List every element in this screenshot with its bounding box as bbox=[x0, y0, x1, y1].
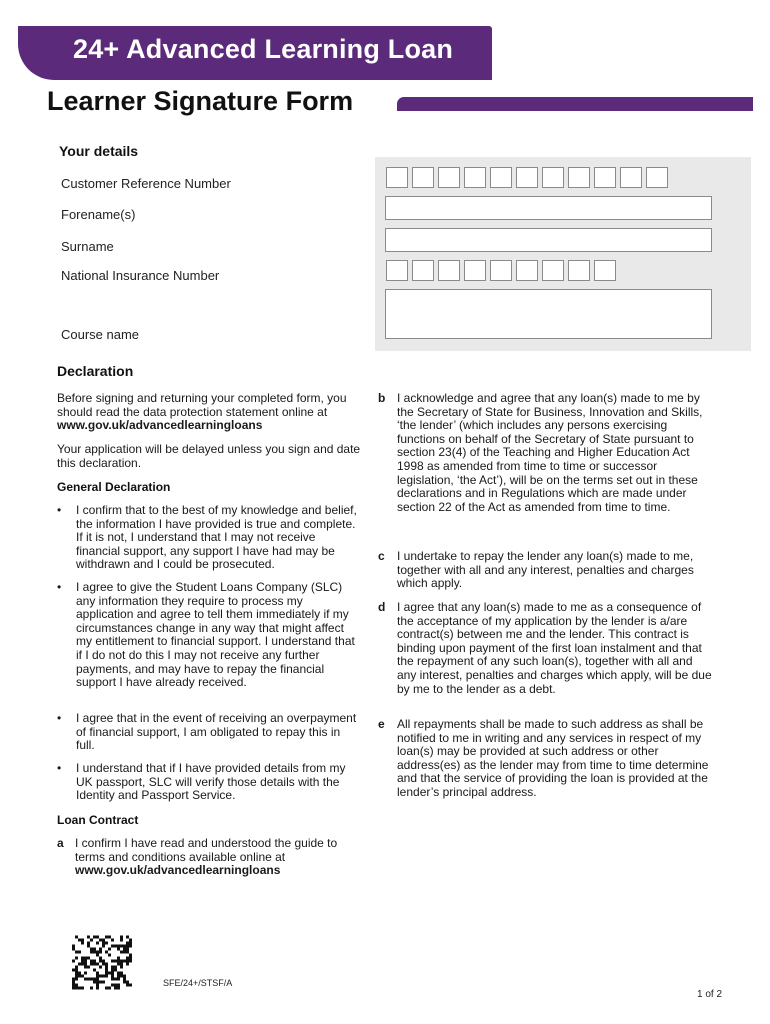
general-bullet-2-text: I agree to give the Student Loans Company (SLC) any information they require to process my application and agree to tell them immediately if my circumstances change in any way that might affect my entitlement to financial support. I understand that if I do not do this I may not receive any further payments, and may have to repay the financial support I have already received. bbox=[76, 580, 355, 690]
general-bullet-1 bbox=[57, 504, 362, 572]
course-name-field[interactable] bbox=[385, 289, 712, 339]
general-bullet-4 bbox=[57, 762, 362, 803]
contract-item-b-text: I acknowledge and agree that any loan(s) made to me by the Secretary of State for Business, Innovation and Skills, ‘the lender’ (which includes any persons exercising functions on behalf of the Secretary of State pursuant to section 23(4) of the Teaching and Higher Education Act 1998 as amended from time to time or successor legislation, ‘the Act’), will be on the terms set out in these declarations and in Regulations which are made under section 22 of the Act as amended from time to time. bbox=[397, 391, 703, 514]
contract-item-a-body: I confirm I have read and understood the guide to terms and conditions available online at bbox=[75, 836, 338, 864]
customer-reference-box[interactable] bbox=[568, 167, 590, 188]
contract-item-a bbox=[57, 837, 362, 878]
ni-number-box[interactable] bbox=[542, 260, 564, 281]
customer-reference-box[interactable] bbox=[464, 167, 486, 188]
title-rule bbox=[397, 97, 753, 111]
item-letter: d bbox=[378, 600, 386, 614]
ni-number-box[interactable] bbox=[568, 260, 590, 281]
declaration-delay-note: Your application will be delayed unless you sign and date this declaration. bbox=[57, 442, 361, 470]
forenames-field[interactable] bbox=[385, 196, 712, 220]
ni-number-box[interactable] bbox=[386, 260, 408, 281]
course-name-label: Course name bbox=[61, 327, 140, 342]
ni-number-field[interactable] bbox=[386, 260, 616, 281]
contract-item-e bbox=[378, 718, 713, 800]
general-bullet-3-text: I agree that in the event of receiving an overpayment of financial support, I am obligated to repay this in full. bbox=[76, 711, 357, 753]
intro-link[interactable]: www.gov.uk/advancedlearningloans bbox=[57, 418, 263, 433]
customer-reference-box[interactable] bbox=[594, 167, 616, 188]
item-letter: c bbox=[378, 549, 385, 563]
declaration-heading: Declaration bbox=[57, 363, 134, 379]
ni-number-box[interactable] bbox=[464, 260, 486, 281]
ni-number-box[interactable] bbox=[438, 260, 460, 281]
general-bullet-1-text: I confirm that to the best of my knowledge and belief, the information I have provided is true and complete. If it is not, I understand that I may not receive financial support, any support I have had may be withdrawn and I could be prosecuted. bbox=[76, 503, 357, 572]
ni-number-box[interactable] bbox=[490, 260, 512, 281]
page-number: 1 of 2 bbox=[697, 989, 723, 1000]
item-letter: a bbox=[57, 836, 64, 850]
customer-reference-box[interactable] bbox=[438, 167, 460, 188]
contract-item-e-text: All repayments shall be made to such address as shall be notified to me in writing and any services in respect of my loan(s) may be provided at such address or other address(es) as the lender may from time to time determine and that the service of providing the loan is provided at the lender’s principal address. bbox=[397, 717, 709, 799]
ni-number-box[interactable] bbox=[516, 260, 538, 281]
barcode-icon bbox=[72, 935, 132, 990]
general-bullet-4-text: I understand that if I have provided details from my UK passport, SLC will verify those details with the Identity and Passport Service. bbox=[76, 761, 346, 803]
bullet-marker: • bbox=[57, 711, 62, 725]
your-details-heading: Your details bbox=[59, 143, 139, 159]
customer-reference-box[interactable] bbox=[646, 167, 668, 188]
customer-reference-field[interactable] bbox=[386, 167, 668, 188]
item-letter: e bbox=[378, 717, 385, 731]
customer-reference-box[interactable] bbox=[386, 167, 408, 188]
contract-item-d bbox=[378, 601, 713, 696]
customer-reference-box[interactable] bbox=[516, 167, 538, 188]
surname-field[interactable] bbox=[385, 228, 712, 252]
item-letter: b bbox=[378, 391, 386, 405]
general-bullet-3 bbox=[57, 712, 362, 753]
contract-item-d-text: I agree that any loan(s) made to me as a consequence of the acceptance of my application by the lender is a/are contract(s) between me and the lender. This contract is binding upon payment of the first loan instalment and that the repayment of any such loan(s), together with all and any interest, penalties and charges which apply, will be due by me to the lender as a debt. bbox=[397, 600, 712, 696]
banner-title: 24+ Advanced Learning Loan bbox=[73, 34, 454, 64]
contract-item-c-text: I undertake to repay the lender any loan(s) made to me, together with all and any interest, penalties and charges which apply. bbox=[397, 549, 694, 591]
ni-number-box[interactable] bbox=[594, 260, 616, 281]
customer-reference-box[interactable] bbox=[412, 167, 434, 188]
ni-number-label: National Insurance Number bbox=[61, 268, 220, 283]
loan-contract-heading: Loan Contract bbox=[57, 813, 139, 827]
bullet-marker: • bbox=[57, 503, 62, 517]
contract-item-b bbox=[378, 392, 713, 514]
form-title: Learner Signature Form bbox=[47, 86, 354, 116]
forenames-label: Forename(s) bbox=[61, 207, 136, 222]
general-declaration-heading: General Declaration bbox=[57, 480, 171, 494]
general-bullet-2 bbox=[57, 581, 362, 690]
contract-item-c bbox=[378, 550, 713, 591]
contract-item-a-text bbox=[75, 837, 362, 878]
declaration-intro bbox=[57, 392, 367, 433]
form-code: SFE/24+/STSF/A bbox=[163, 978, 233, 988]
customer-reference-box[interactable] bbox=[490, 167, 512, 188]
bullet-marker: • bbox=[57, 580, 62, 594]
bullet-marker: • bbox=[57, 761, 62, 775]
declaration-intro-text: Before signing and returning your completed form, you should read the data protection statement online at bbox=[57, 391, 347, 419]
customer-reference-box[interactable] bbox=[620, 167, 642, 188]
item-a-link[interactable]: www.gov.uk/advancedlearningloans bbox=[75, 863, 281, 878]
customer-reference-box[interactable] bbox=[542, 167, 564, 188]
customer-reference-label: Customer Reference Number bbox=[61, 176, 231, 191]
surname-label: Surname bbox=[61, 239, 114, 254]
ni-number-box[interactable] bbox=[412, 260, 434, 281]
